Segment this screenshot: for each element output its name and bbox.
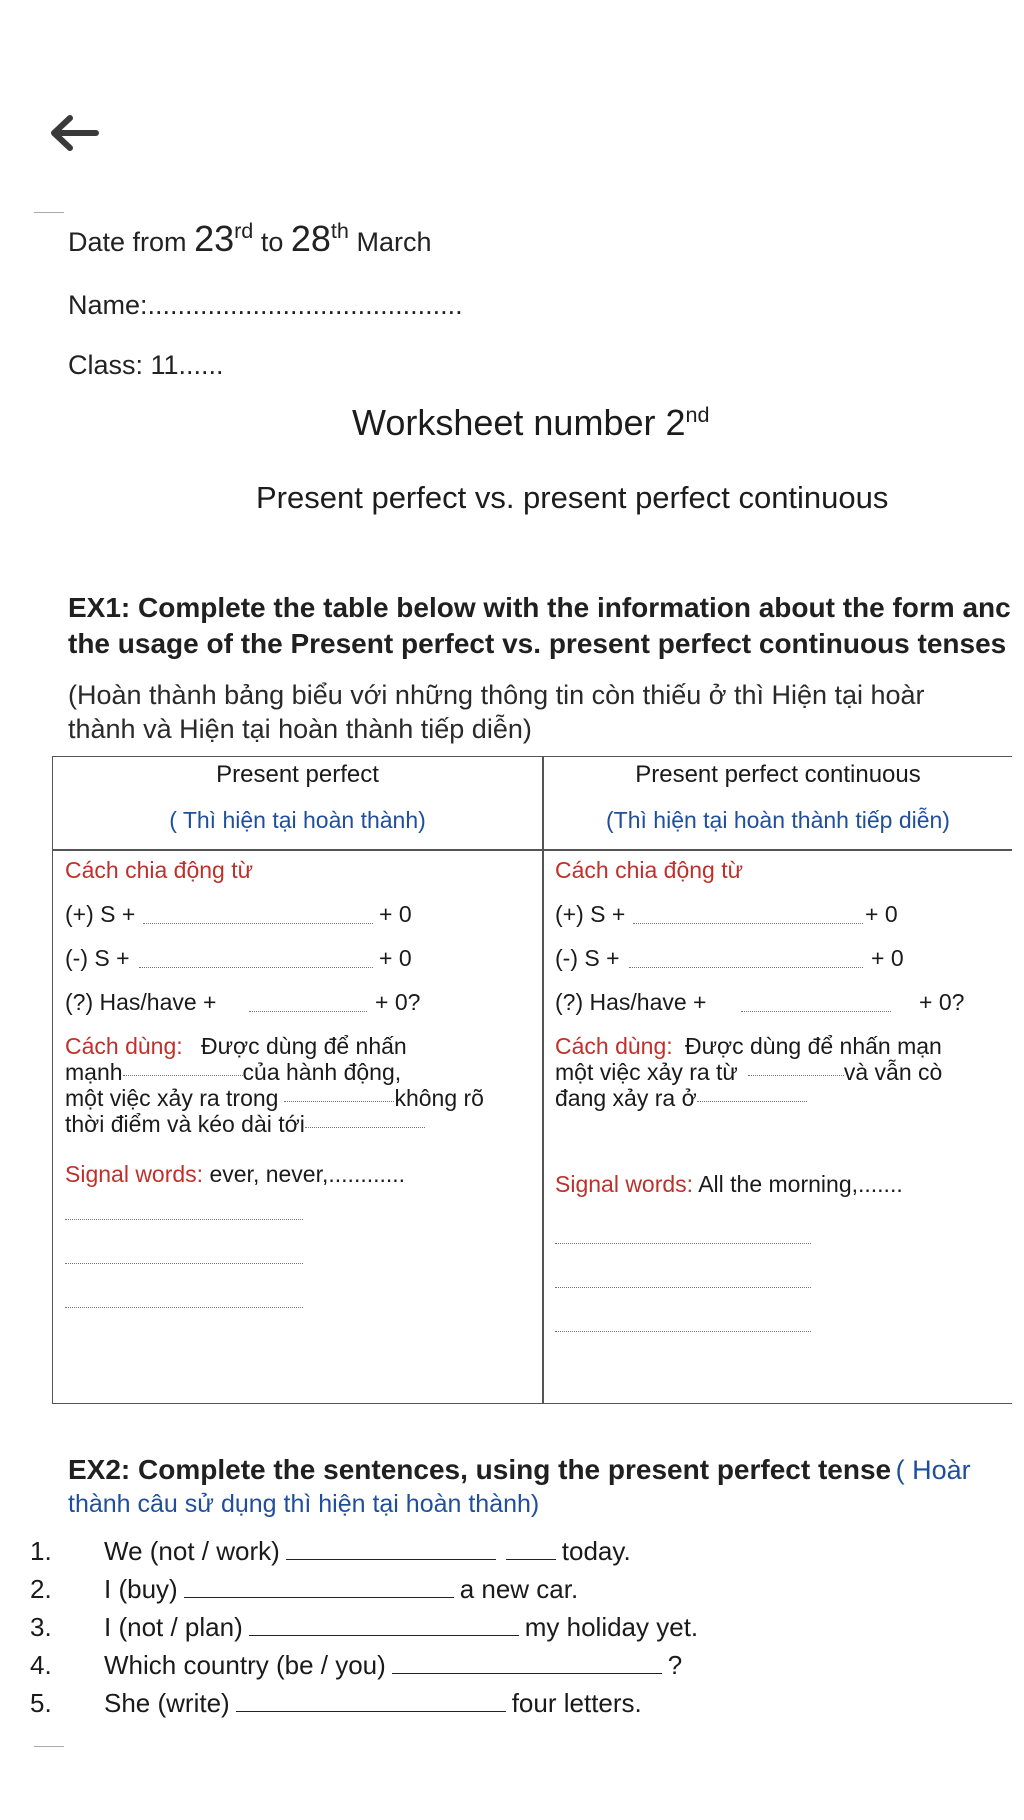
right-negative: (-) S + — [555, 945, 620, 971]
ex2-item-number: 5. — [30, 1688, 52, 1718]
right-negative-blank[interactable] — [629, 967, 863, 968]
left-usage-row2: mạnh của hành động, — [65, 1059, 402, 1085]
left-positive: (+) S + — [65, 901, 136, 927]
right-header: Present perfect continuous — [635, 761, 921, 788]
ex1-heading: EX1: Complete the table below with the information about the form anc — [68, 592, 1011, 623]
back-button[interactable] — [44, 108, 100, 158]
ex2-item-number: 3. — [30, 1612, 52, 1642]
ex2-item-ending: a new car. — [459, 1574, 579, 1604]
ex2-item — [104, 1612, 698, 1643]
right-form-label: Cách chia động từ — [555, 857, 744, 883]
ex2-item — [104, 1650, 682, 1681]
ex2-heading: EX2: Complete the sentences, using the present perfect tense ( Hoàr — [68, 1454, 971, 1485]
ex2-item-number: 1. — [30, 1536, 52, 1566]
right-positive-blank[interactable] — [633, 923, 863, 924]
right-positive: (+) S + — [555, 901, 626, 927]
ex2-item-ending: four letters. — [511, 1688, 642, 1718]
right-question: (?) Has/have + — [555, 989, 707, 1015]
class-line: Class: 11...... — [68, 350, 224, 380]
page-corner-mark-bottom — [34, 1746, 64, 1783]
right-usage-row1: Cách dùng: Được dùng để nhấn mạn — [555, 1033, 942, 1059]
ex2-answer-blank[interactable] — [184, 1575, 454, 1598]
ex2-answer-blank[interactable] — [392, 1651, 662, 1674]
left-question-end: + 0? — [375, 989, 421, 1015]
ex2-item-ending: my holiday yet. — [524, 1612, 699, 1642]
left-signal-words: Signal words: ever, never,............ — [65, 1161, 406, 1187]
left-usage-row3: một việc xảy ra trong không rõ — [65, 1085, 484, 1111]
date-line: Date from 23rd to 28th March — [68, 218, 432, 259]
page-title: Worksheet number 2nd — [352, 402, 710, 443]
ex2-item-prompt: She (write) — [104, 1688, 230, 1718]
ex2-item — [104, 1688, 642, 1719]
name-line: Name:.......................................... — [68, 290, 463, 320]
ex2-item — [104, 1574, 578, 1605]
ex2-item-number: 4. — [30, 1650, 52, 1680]
ex1-heading-2: the usage of the Present perfect vs. present perfect continuous tenses — [68, 628, 1007, 659]
ex1-subtext: (Hoàn thành bảng biểu với những thông tin còn thiếu ở thì Hiện tại hoàr — [68, 680, 925, 710]
left-question: (?) Has/have + — [65, 989, 217, 1015]
right-signal-words: Signal words: All the morning,....... — [555, 1171, 903, 1197]
right-usage-row3: đang xảy ra ở — [555, 1085, 807, 1112]
left-form-label: Cách chia động từ — [65, 857, 254, 883]
ex1-subtext-2: thành và Hiện tại hoàn thành tiếp diễn) — [68, 714, 532, 744]
right-signal-blank-2[interactable] — [555, 1287, 811, 1288]
right-negative-end: + 0 — [871, 945, 904, 971]
left-signal-blank-2[interactable] — [65, 1263, 303, 1264]
right-signal-blank-1[interactable] — [555, 1243, 811, 1244]
left-header: Present perfect — [216, 761, 379, 788]
header-divider — [53, 849, 1012, 851]
page-subtitle: Present perfect vs. present perfect continuous — [256, 480, 889, 515]
ex2-answer-blank[interactable] — [249, 1613, 519, 1636]
ex2-item — [104, 1536, 631, 1567]
right-signal-blank-3[interactable] — [555, 1331, 811, 1332]
left-negative: (-) S + — [65, 945, 130, 971]
ex2-answer-blank-2[interactable] — [506, 1537, 556, 1560]
ex2-item-prompt: Which country (be / you) — [104, 1650, 386, 1680]
ex2-item-number: 2. — [30, 1574, 52, 1604]
left-positive-blank[interactable] — [143, 923, 373, 924]
right-question-blank[interactable] — [741, 1011, 891, 1012]
left-header-vi: ( Thì hiện tại hoàn thành) — [169, 807, 426, 833]
tense-table — [52, 756, 1012, 1404]
left-negative-blank[interactable] — [139, 967, 373, 968]
column-divider — [542, 757, 544, 1403]
ex2-answer-blank[interactable] — [286, 1537, 496, 1560]
app-header — [0, 0, 1024, 200]
left-usage-row1: Cách dùng: Được dùng để nhấn — [65, 1033, 407, 1059]
right-header-vi: (Thì hiện tại hoàn thành tiếp diễn) — [606, 807, 950, 833]
left-signal-blank-3[interactable] — [65, 1307, 303, 1308]
left-usage-row4: thời điểm và kéo dài tới — [65, 1111, 425, 1138]
right-usage-row2: một việc xảy ra từ và vẫn cò — [555, 1059, 943, 1085]
ex2-subtext: thành câu sử dụng thì hiện tại hoàn thành) — [68, 1490, 540, 1518]
left-question-blank[interactable] — [249, 1011, 367, 1012]
page-corner-mark — [34, 212, 64, 213]
right-question-end: + 0? — [919, 989, 965, 1015]
ex2-item-ending: ? — [667, 1650, 683, 1680]
left-negative-end: + 0 — [379, 945, 412, 971]
ex2-item-prompt: I (buy) — [104, 1574, 178, 1604]
left-signal-blank-1[interactable] — [65, 1219, 303, 1220]
ex2-answer-blank[interactable] — [236, 1689, 506, 1712]
left-positive-end: + 0 — [379, 901, 412, 927]
arrow-left-icon — [44, 108, 100, 158]
ex2-item-prompt: I (not / plan) — [104, 1612, 243, 1642]
ex2-item-prompt: We (not / work) — [104, 1536, 280, 1566]
ex2-item-ending: today. — [561, 1536, 631, 1566]
right-positive-end: + 0 — [865, 901, 898, 927]
